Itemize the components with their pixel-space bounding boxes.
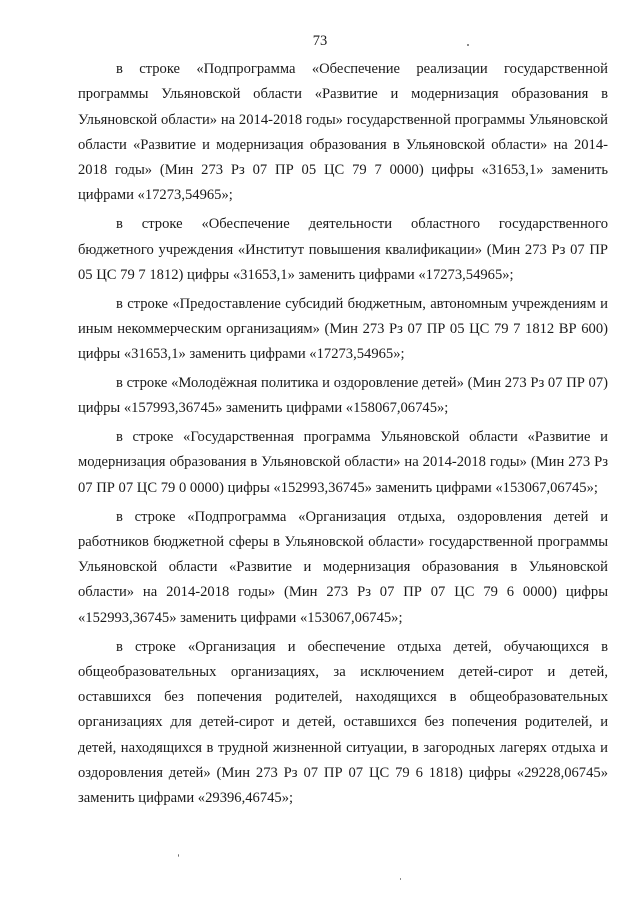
paragraph: в строке «Подпрограмма «Обеспечение реализации государственной программы Ульяновской области «Развитие и модернизация образования в Ульяновской области» на 2014-2018 годы» государственной программы Ульяновской области «Развитие и модернизация образования в Ульяновской области» на 2014-2018 годы» (Мин 273 Рз 07 ПР 05 ЦС 79 7 0000) цифры «31653,1» заменить цифрами «17273,54965»; xyxy=(78,61,608,204)
paragraph: в строке «Подпрограмма «Организация отдыха, оздоровления детей и работников бюджетной сферы в Ульяновской области» государственной программы Ульяновской области «Развитие и модернизация образования в Ульяновской области» на 2014-2018 годы» (Мин 273 Рз 07 ПР 07 ЦС 79 6 0000) цифры «152993,36745» заменить цифрами «153067,06745»; xyxy=(78,508,608,626)
paragraph: в строке «Предоставление субсидий бюджетным, автономным учреждениям и иным некоммерческим организациям» (Мин 273 Рз 07 ПР 05 ЦС 79 7 1812 ВР 600) цифры «31653,1» заменить цифрами «17273,54965»; xyxy=(78,295,608,363)
page-number: 73 xyxy=(312,33,328,49)
paragraph: в строке «Обеспечение деятельности областного государственного бюджетного учреждения «Институт повышения квалификации» (Мин 273 Рз 07 ПР 05 ЦС 79 7 1812) цифры «31653,1» заменить цифрами «17273,54965»; xyxy=(78,216,608,283)
paragraph: в строке «Государственная программа Ульяновской области «Развитие и модернизация образования в Ульяновской области» на 2014-2018 годы» (Мин 273 Рз 07 ПР 07 ЦС 79 0 0000) цифры «152993,36745» заменить цифрами «153067,06745»; xyxy=(78,429,608,496)
scan-speck xyxy=(178,854,179,857)
scan-speck xyxy=(467,44,469,46)
paragraph: в строке «Организация и обеспечение отдыха детей, обучающихся в общеобразовательных организациях, за исключением детей-сирот и детей, оставшихся без попечения родителей, находящихся в общеобразовательных организациях для детей-сирот и детей, оставшихся без попечения родителей, и детей, находящихся в трудной жизненной ситуации, в загородных лагерях отдыха и оздоровления детей» (Мин 273 Рз 07 ПР 07 ЦС 79 6 1818) цифры «29228,06745» заменить цифрами «29396,46745»; xyxy=(78,638,608,807)
scan-speck xyxy=(400,878,401,880)
paragraph: в строке «Молодёжная политика и оздоровление детей» (Мин 273 Рз 07 ПР 07) цифры «157993,36745» заменить цифрами «158067,06745»; xyxy=(78,375,608,417)
document-body xyxy=(78,57,608,815)
